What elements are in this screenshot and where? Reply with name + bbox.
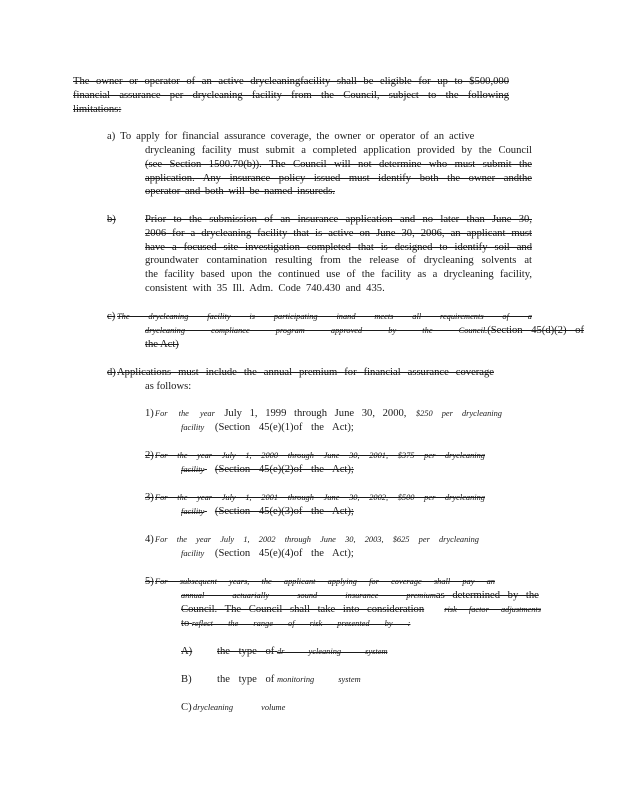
item-5-line: [181, 589, 539, 603]
item-1: [155, 407, 502, 421]
item-2-citation: (Section 45(e)(2)of the Act);: [214, 464, 354, 475]
item-3-line: For the year July 1, 2001 through June 30, 2002, $500 per drycleaning: [155, 493, 485, 502]
item-2-line: [181, 463, 354, 477]
item-1-line: [181, 421, 354, 435]
section-c-line: [145, 324, 584, 338]
item-5-line: [181, 617, 411, 631]
item-5-plain: as determined by the: [435, 590, 539, 601]
section-a-first-line: a) To apply for financial assurance coverage, the owner or operator of an active: [107, 131, 475, 142]
item-4-line2: [181, 547, 354, 561]
item-5-italic: annual actuarially sound insurance premium: [181, 591, 436, 600]
item-5-number: 5): [145, 576, 154, 587]
section-b-line: 2006 for a drycleaning facility that is active on June 30, 2006, an applicant must: [145, 227, 532, 239]
item-1-dates: July 1, 1999 through June 30, 2000,: [224, 408, 407, 419]
section-d-line: as follows:: [145, 381, 192, 392]
item-4-italic: facility: [181, 549, 205, 558]
item-3-line2: [181, 505, 354, 519]
subitem-c-marker: C): [181, 702, 192, 713]
section-a: [107, 130, 532, 144]
item-3-line: [181, 505, 354, 519]
item-3-italic: facility: [181, 507, 205, 516]
section-d-body: [145, 380, 345, 394]
section-b-line: consistent with 35 Ill. Adm. Code 740.430 and 435.: [145, 282, 385, 294]
section-b-marker: b): [107, 214, 116, 225]
intro-line: financial assurance per drycleaning facility from the Council, subject to the following: [73, 89, 509, 101]
section-c-citation: (Section 45(d)(2) of: [487, 325, 584, 336]
item-4-line: For the year July 1, 2002 through June 30, 2003, $625 per drycleaning: [155, 535, 479, 544]
subitem-a-italic: dr ycleaning system: [276, 647, 388, 656]
section-d-line: Applications must include the annual premium for financial assurance coverage: [117, 367, 494, 378]
section-c-line: The drycleaning facility is participating inand meets all requirements of a: [117, 312, 532, 321]
subitem-c-text: [193, 701, 285, 715]
section-c-italic: drycleaning compliance program approved by the Council.: [145, 326, 488, 335]
item-3-number: 3): [145, 492, 154, 503]
item-1-line2: [181, 421, 354, 435]
item-5-italic: reflect the range of risk presented by :: [191, 618, 411, 628]
item-5-plain: Council. The Council shall take into consideration: [181, 603, 425, 615]
section-a-body: [145, 144, 532, 199]
section-d: [117, 366, 532, 380]
item-1-italic: facility: [181, 423, 205, 432]
item-2-italic: facility: [181, 465, 205, 474]
item-2-number: 2): [145, 450, 154, 461]
item-4: [155, 533, 479, 547]
section-c-body: [145, 324, 584, 352]
item-5-plain: to: [181, 617, 190, 629]
item-2: [155, 449, 485, 463]
section-a-line: drycleaning facility must submit a completed application provided by the Council: [145, 145, 532, 156]
intro-paragraph: [73, 75, 509, 116]
subitem-a-plain: the type of: [217, 646, 275, 657]
subitem-b-plain: the type of: [217, 674, 275, 685]
subitem-a-text: [217, 645, 388, 659]
subitem-b-italic: monitoring system: [276, 675, 361, 684]
section-b-line: the facility based upon the continued use of the facility as a drycleaning facility,: [145, 269, 532, 281]
item-4-number: 4): [145, 534, 154, 545]
section-c: [117, 310, 532, 324]
section-a-line: application. Any insurance policy issued must identify both the owner andthe: [145, 172, 532, 184]
section-b-line: Prior to the submission of an insurance application and no later than June 30,: [145, 214, 532, 225]
item-1-line: [155, 407, 502, 421]
item-4-line: [181, 547, 354, 561]
section-c-marker: c): [107, 311, 116, 322]
section-b-line: groundwater contamination resulting from the release of drycleaning solvents at: [145, 255, 532, 267]
item-1-number: 1): [145, 408, 154, 419]
intro-line: limitations:: [73, 103, 122, 115]
section-d-marker: d): [107, 367, 116, 378]
item-1-amount: $250 per drycleaning: [415, 409, 502, 418]
subitem-b-marker: B): [181, 674, 192, 685]
section-a-line: (see Section 1500.70(b)). The Council will not determine who must submit the: [145, 158, 532, 170]
item-5-line: [181, 603, 541, 617]
item-1-citation: (Section 45(e)(1)of the Act);: [214, 422, 354, 433]
subitem-c-italic: drycleaning volume: [193, 703, 286, 712]
item-1-italic: For the year: [155, 409, 215, 418]
item-2-line2: [181, 463, 354, 477]
item-3: [155, 491, 485, 505]
item-3-citation: (Section 45(e)(3)of the Act);: [214, 506, 354, 517]
section-b: [145, 213, 532, 296]
intro-line: The owner or operator of an active drycleaningfacility shall be eligible for up to $500,000: [73, 76, 509, 87]
item-2-line: For the year July 1, 2000 through June 30, 2001, $375 per drycleaning: [155, 451, 485, 460]
section-a-line: operator and both will be named insureds.: [145, 186, 335, 198]
section-c-line: the Act): [145, 338, 179, 350]
section-b-line: have a focused site investigation completed that is designed to identify soil and: [145, 241, 532, 253]
item-4-citation: (Section 45(e)(4)of the Act);: [214, 548, 354, 559]
item-5: [155, 575, 495, 589]
subitem-b-text: [217, 673, 361, 687]
item-5-italic: risk factor adjustments: [444, 604, 541, 614]
subitem-a-marker: A): [181, 646, 193, 657]
item-5-line: For subsequent years, the applicant applying for coverage shall pay an: [155, 577, 495, 586]
item-5-body: [181, 589, 541, 630]
